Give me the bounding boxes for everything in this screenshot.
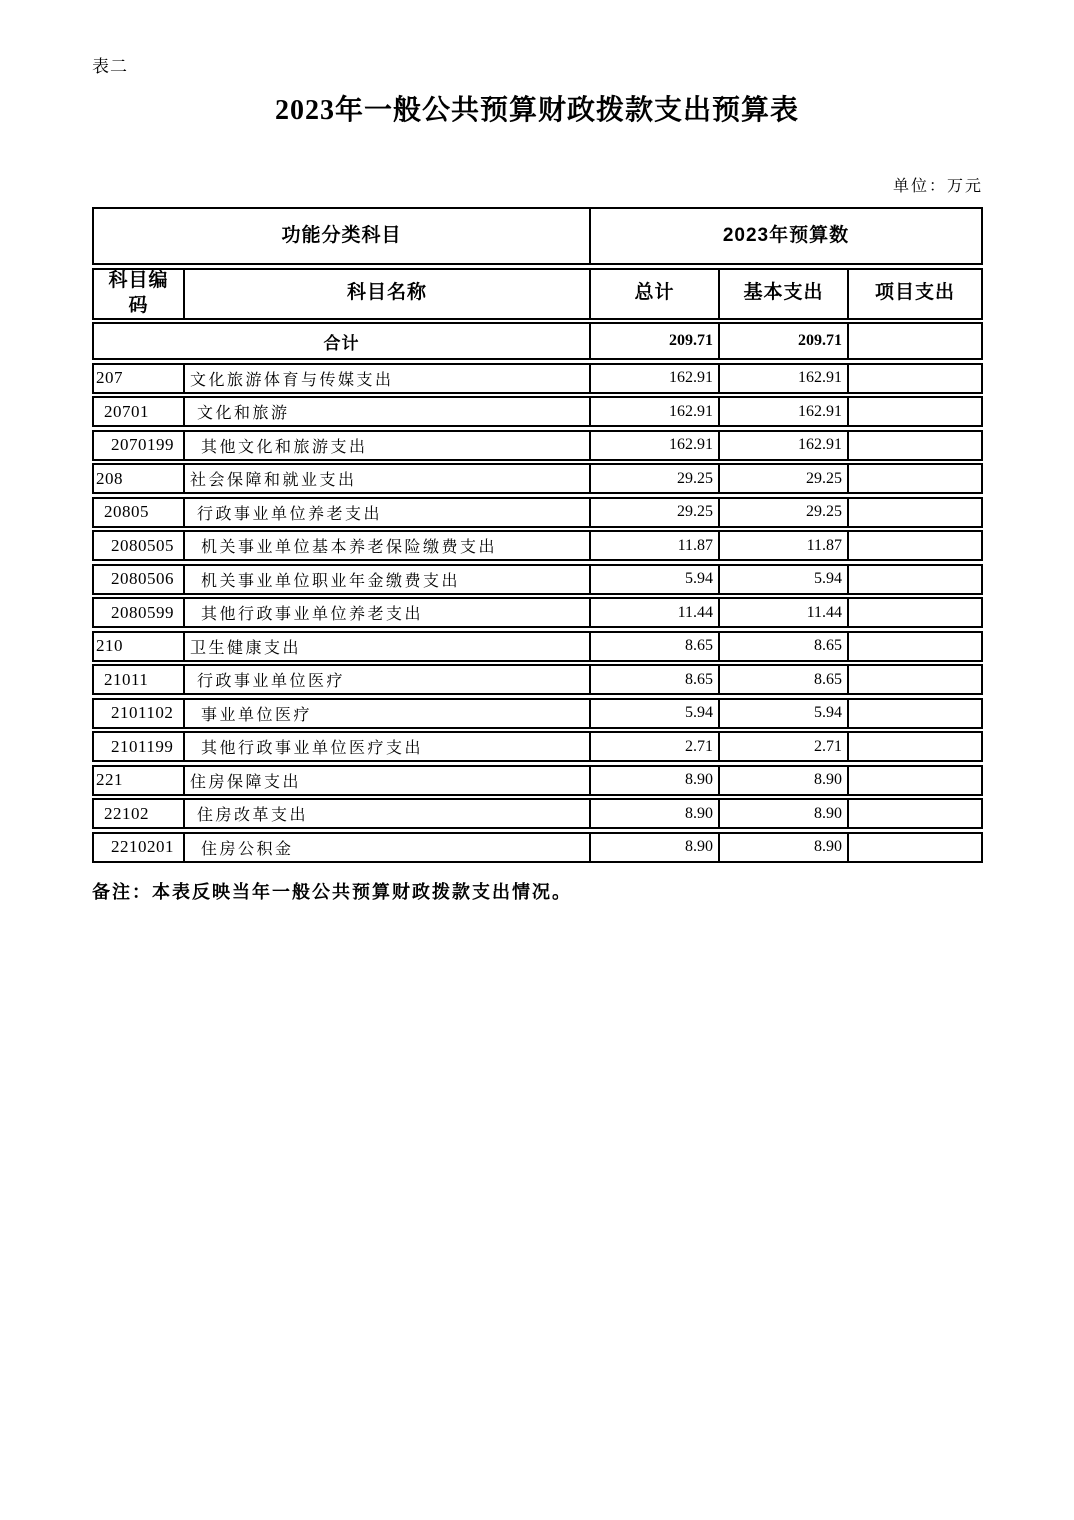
table-row — [92, 564, 983, 595]
header-total: 总计 — [591, 270, 720, 318]
header-project-expenditure: 项目支出 — [874, 282, 955, 304]
row-project — [849, 432, 981, 459]
header-basic-expenditure: 基本支出 — [720, 270, 849, 318]
row-total: 8.90 — [591, 767, 720, 794]
row-name: 住房公积金 — [185, 834, 591, 861]
row-name: 行政事业单位养老支出 — [185, 499, 591, 526]
row-code: 2070199 — [94, 432, 185, 459]
row-basic: 11.87 — [720, 532, 849, 559]
row-basic: 29.25 — [720, 465, 849, 492]
row-name: 住房保障支出 — [185, 767, 591, 794]
row-project — [849, 767, 981, 794]
summary-project-value — [849, 324, 981, 358]
table-summary-row — [92, 322, 983, 360]
table-row — [92, 430, 983, 461]
row-basic: 162.91 — [720, 398, 849, 425]
row-basic: 11.44 — [720, 599, 849, 626]
row-project — [849, 398, 981, 425]
row-basic: 8.90 — [720, 767, 849, 794]
row-project — [849, 499, 981, 526]
table-row — [92, 798, 983, 829]
table-number-label: 表二 — [92, 57, 128, 76]
row-name: 机关事业单位基本养老保险缴费支出 — [185, 532, 591, 559]
row-total: 162.91 — [591, 432, 720, 459]
row-name: 住房改革支出 — [185, 800, 591, 827]
row-code: 2080506 — [94, 566, 185, 593]
budget-table — [92, 207, 983, 863]
row-total: 8.65 — [591, 633, 720, 660]
table-row — [92, 631, 983, 662]
row-basic: 2.71 — [720, 733, 849, 760]
row-basic: 5.94 — [720, 566, 849, 593]
header-subject-name: 科目名称 — [185, 270, 591, 318]
row-code: 221 — [94, 767, 185, 794]
table-row — [92, 765, 983, 796]
row-project — [849, 800, 981, 827]
unit-label: 单位：万元 — [892, 178, 983, 195]
row-total: 11.87 — [591, 532, 720, 559]
row-code: 2101102 — [94, 700, 185, 727]
row-name: 事业单位医疗 — [185, 700, 591, 727]
row-total: 5.94 — [591, 700, 720, 727]
summary-total-value: 209.71 — [591, 324, 720, 358]
table-row — [92, 698, 983, 729]
header-2023-budget: 2023年预算数 — [722, 224, 850, 246]
table-row — [92, 597, 983, 628]
row-name: 其他文化和旅游支出 — [185, 432, 591, 459]
row-code: 21011 — [94, 666, 185, 693]
row-basic: 5.94 — [720, 700, 849, 727]
table-row — [92, 832, 983, 863]
table-row — [92, 463, 983, 494]
row-basic: 8.90 — [720, 834, 849, 861]
row-code: 210 — [94, 633, 185, 660]
row-code: 2080599 — [94, 599, 185, 626]
row-basic: 29.25 — [720, 499, 849, 526]
table-row — [92, 530, 983, 561]
row-total: 162.91 — [591, 398, 720, 425]
row-project — [849, 666, 981, 693]
header-function-classification: 功能分类科目 — [94, 209, 591, 263]
row-project — [849, 700, 981, 727]
row-project — [849, 599, 981, 626]
row-project — [849, 733, 981, 760]
table-row — [92, 363, 983, 394]
row-name: 其他行政事业单位医疗支出 — [185, 733, 591, 760]
row-code: 20805 — [94, 499, 185, 526]
row-name: 社会保障和就业支出 — [185, 465, 591, 492]
row-total: 162.91 — [591, 365, 720, 392]
page-title: 2023年一般公共预算财政拨款支出预算表 — [274, 95, 799, 126]
footnote: 备注：本表反映当年一般公共预算财政拨款支出情况。 — [92, 882, 572, 902]
table-header-group-row — [92, 207, 983, 265]
row-basic: 162.91 — [720, 432, 849, 459]
header-subject-code: 科目编码 — [94, 270, 185, 318]
row-project — [849, 834, 981, 861]
row-code: 2210201 — [94, 834, 185, 861]
row-code: 2080505 — [94, 532, 185, 559]
table-row — [92, 731, 983, 762]
table-row — [92, 664, 983, 695]
row-name: 机关事业单位职业年金缴费支出 — [185, 566, 591, 593]
row-name: 文化旅游体育与传媒支出 — [185, 365, 591, 392]
row-total: 11.44 — [591, 599, 720, 626]
row-total: 8.90 — [591, 834, 720, 861]
table-row — [92, 497, 983, 528]
row-name: 文化和旅游 — [185, 398, 591, 425]
row-name: 卫生健康支出 — [185, 633, 591, 660]
row-total: 8.65 — [591, 666, 720, 693]
row-basic: 162.91 — [720, 365, 849, 392]
row-total: 2.71 — [591, 733, 720, 760]
row-project — [849, 633, 981, 660]
table-row — [92, 396, 983, 427]
row-total: 29.25 — [591, 499, 720, 526]
row-basic: 8.65 — [720, 666, 849, 693]
row-code: 207 — [94, 365, 185, 392]
row-total: 29.25 — [591, 465, 720, 492]
summary-label: 合计 — [94, 324, 591, 358]
row-project — [849, 465, 981, 492]
row-project — [849, 566, 981, 593]
row-basic: 8.90 — [720, 800, 849, 827]
row-code: 22102 — [94, 800, 185, 827]
table-header-columns-row — [92, 268, 983, 320]
row-name: 行政事业单位医疗 — [185, 666, 591, 693]
row-name: 其他行政事业单位养老支出 — [185, 599, 591, 626]
row-code: 20701 — [94, 398, 185, 425]
row-total: 8.90 — [591, 800, 720, 827]
row-project — [849, 365, 981, 392]
row-total: 5.94 — [591, 566, 720, 593]
row-code: 2101199 — [94, 733, 185, 760]
row-basic: 8.65 — [720, 633, 849, 660]
summary-basic-value: 209.71 — [720, 324, 849, 358]
row-project — [849, 532, 981, 559]
row-code: 208 — [94, 465, 185, 492]
